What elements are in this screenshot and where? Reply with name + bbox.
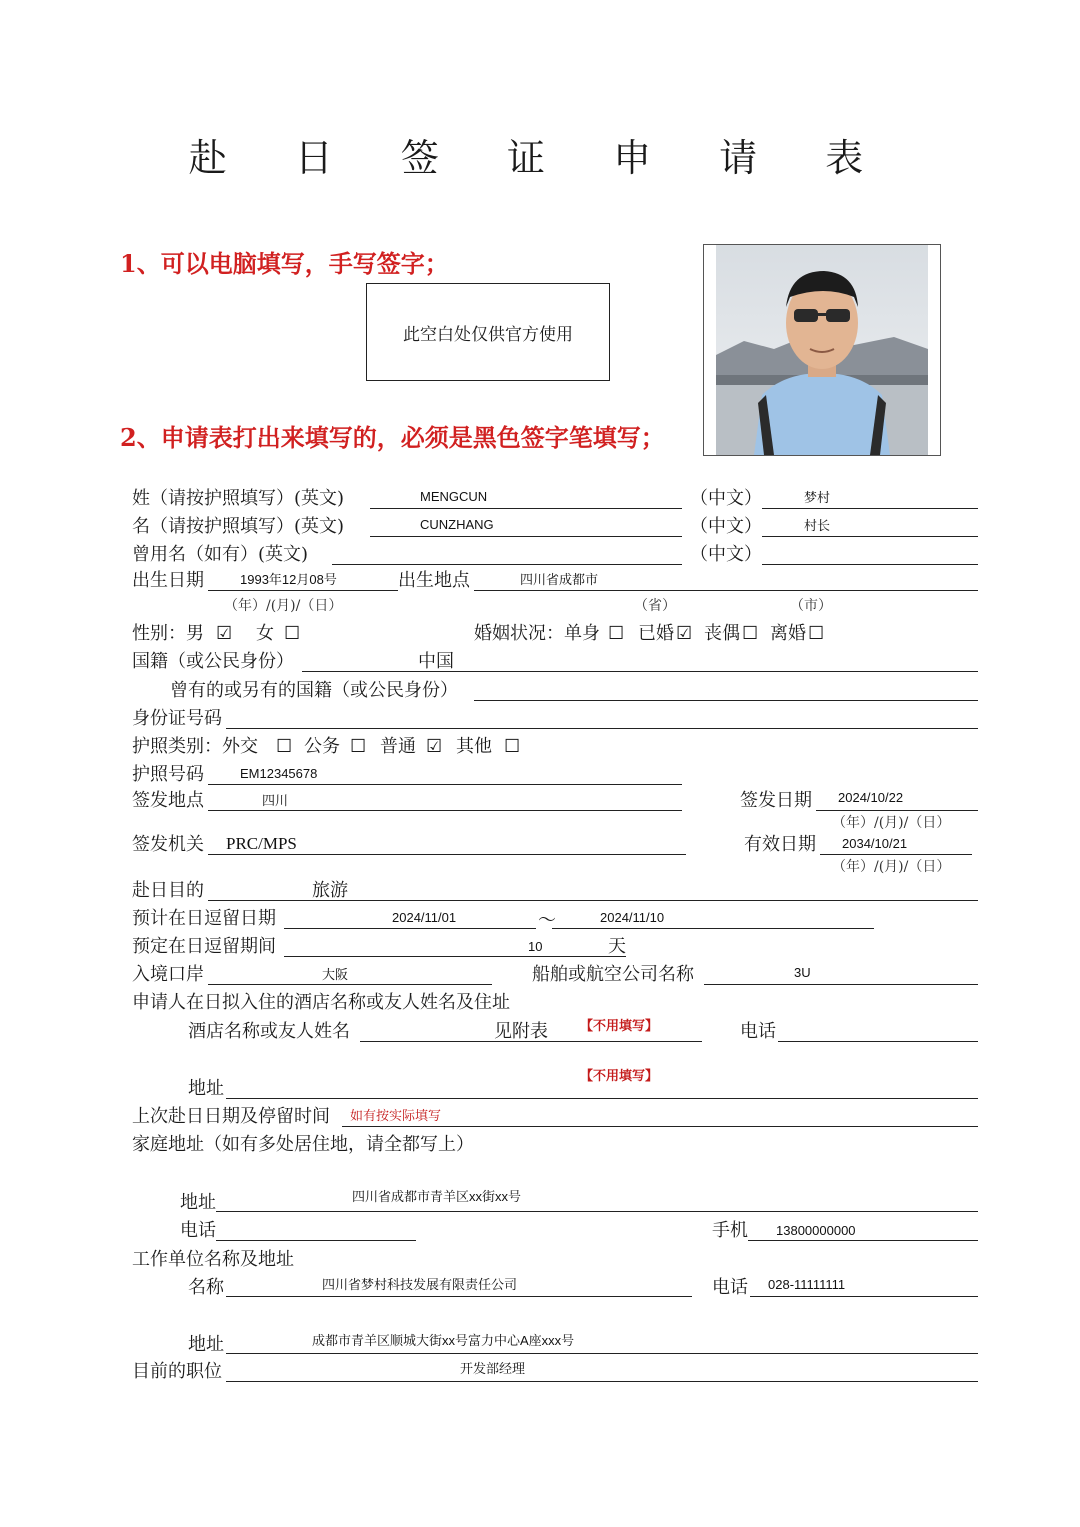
passport-number-value: EM12345678: [240, 766, 318, 781]
former-zh-line[interactable]: [762, 564, 978, 565]
issue-date-hint: （年）/(月)/（日）: [832, 815, 951, 831]
issue-date-value: 2024/10/22: [838, 790, 904, 805]
photo-image: [704, 245, 940, 455]
mobile-label: 手机: [712, 1220, 748, 1241]
work-label: 工作单位名称及地址: [132, 1249, 294, 1270]
id-number-label: 身份证号码: [132, 708, 222, 729]
note-1: 1、可以电脑填写，手写签字；: [120, 249, 449, 278]
stay-dates-label: 预计在日逗留日期: [132, 908, 276, 929]
airline-value: 3U: [794, 965, 811, 980]
mobile-line[interactable]: [748, 1240, 978, 1241]
applicant-photo: [703, 244, 941, 456]
passport-ordinary-label: 普通: [380, 736, 416, 757]
birth-place-label: 出生地点: [398, 570, 470, 591]
nationality-value: 中国: [418, 651, 454, 672]
home-label: 家庭地址（如有多处居住地，请全都写上）: [132, 1134, 474, 1155]
last-visit-label: 上次赴日日期及停留时间: [132, 1106, 330, 1127]
stay-to-line[interactable]: [552, 928, 874, 929]
mobile-value: 13800000000: [776, 1223, 856, 1238]
hotel-name-value: 见附表: [494, 1021, 548, 1042]
former-zh-label: （中文）: [690, 544, 762, 565]
authority-value: PRC/MPS: [226, 834, 297, 853]
expiry-value: 2034/10/21: [842, 836, 908, 851]
stay-period-line[interactable]: [284, 956, 626, 957]
marital-married-checkbox[interactable]: ☑: [676, 623, 693, 644]
marital-single-checkbox[interactable]: ☐: [608, 623, 625, 644]
birth-date-hint: （年）/(月)/（日）: [224, 598, 343, 614]
authority-line[interactable]: [208, 854, 686, 855]
work-address-line[interactable]: [226, 1353, 978, 1354]
marital-divorced-checkbox[interactable]: ☐: [808, 623, 825, 644]
birth-place-value: 四川省成都市: [520, 572, 599, 587]
gender-male-checkbox[interactable]: ☑: [216, 623, 233, 644]
airline-label: 船舶或航空公司名称: [532, 964, 694, 985]
given-en-line[interactable]: [370, 536, 682, 537]
passport-diplomatic-checkbox[interactable]: ☐: [276, 736, 293, 757]
former-en-line[interactable]: [332, 564, 682, 565]
gender-female-label: 女: [256, 623, 274, 644]
birth-city-hint: （市）: [790, 598, 832, 614]
issue-place-label: 签发地点: [132, 790, 204, 811]
other-nationality-line[interactable]: [474, 700, 978, 701]
home-phone-label: 电话: [180, 1220, 216, 1241]
hotel-phone-label: 电话: [740, 1021, 776, 1042]
birth-date-label: 出生日期: [132, 570, 204, 591]
expiry-line[interactable]: [820, 854, 972, 855]
given-zh-value: 村长: [804, 518, 831, 533]
passport-number-line[interactable]: [208, 784, 682, 785]
purpose-value: 旅游: [312, 880, 348, 901]
surname-zh-value: 梦村: [804, 490, 831, 505]
former-name-label: 曾用名（如有）(英文): [132, 544, 309, 565]
last-visit-value: 如有按实际填写: [350, 1108, 442, 1123]
hotel-address-line[interactable]: [226, 1098, 978, 1099]
form-title: 赴 日 签 证 申 请 表: [188, 136, 892, 180]
port-line[interactable]: [208, 984, 492, 985]
stay-to-value: 2024/11/10: [600, 910, 665, 925]
expiry-hint: （年）/(月)/（日）: [832, 859, 951, 875]
surname-zh-line[interactable]: [762, 508, 978, 509]
stay-period-value: 10: [528, 939, 543, 954]
stay-period-unit: 天: [608, 936, 626, 957]
home-phone-line[interactable]: [216, 1240, 416, 1241]
hotel-section-label: 申请人在日拟入住的酒店名称或友人姓名及住址: [132, 992, 510, 1013]
birth-place-line[interactable]: [474, 590, 978, 591]
position-label: 目前的职位: [132, 1361, 222, 1382]
hotel-phone-line[interactable]: [778, 1041, 978, 1042]
note-2: 2、申请表打出来填写的，必须是黑色签字笔填写；: [120, 423, 665, 452]
other-nationality-label: 曾有的或另有的国籍（或公民身份）: [170, 680, 458, 701]
work-phone-line[interactable]: [750, 1296, 978, 1297]
expiry-label: 有效日期: [744, 834, 816, 855]
id-number-line[interactable]: [226, 728, 978, 729]
official-use-box: [366, 283, 610, 381]
marital-label: 婚姻状况：单身: [474, 623, 600, 644]
work-address-label: 地址: [188, 1334, 224, 1355]
passport-official-checkbox[interactable]: ☐: [350, 736, 367, 757]
marital-divorced-label: 离婚: [770, 623, 806, 644]
birth-province-hint: （省）: [634, 598, 676, 614]
work-phone-label: 电话: [712, 1277, 748, 1298]
hotel-name-tag: 【不用填写】: [580, 1019, 659, 1034]
birth-date-value: 1993年12月08号: [240, 572, 337, 587]
passport-official-label: 公务: [304, 736, 340, 757]
purpose-label: 赴日目的: [132, 880, 204, 901]
work-address-value: 成都市青羊区顺城大街xx号富力中心A座xxx号: [312, 1333, 575, 1348]
marital-widowed-label: 丧偶: [704, 623, 740, 644]
official-use-label: 此空白处仅供官方使用: [403, 324, 573, 345]
home-address-value: 四川省成都市青羊区xx街xx号: [352, 1189, 522, 1204]
given-zh-label: （中文）: [690, 516, 762, 537]
work-name-label: 名称: [188, 1277, 224, 1298]
gender-female-checkbox[interactable]: ☐: [284, 623, 301, 644]
surname-label: 姓（请按护照填写）(英文): [132, 488, 345, 509]
given-en-value: CUNZHANG: [420, 517, 494, 532]
position-value: 开发部经理: [460, 1361, 526, 1376]
port-value: 大阪: [322, 967, 349, 982]
work-name-value: 四川省梦村科技发展有限责任公司: [322, 1277, 518, 1292]
passport-other-label: 其他: [456, 736, 492, 757]
marital-widowed-checkbox[interactable]: ☐: [742, 623, 759, 644]
work-phone-value: 028-11111111: [768, 1277, 846, 1292]
passport-ordinary-checkbox[interactable]: ☑: [426, 736, 443, 757]
hotel-address-label: 地址: [188, 1078, 224, 1099]
issue-date-line[interactable]: [816, 810, 978, 811]
stay-period-label: 预定在日逗留期间: [132, 936, 276, 957]
passport-type-label: 护照类别：外交: [132, 736, 258, 757]
stay-from-line[interactable]: [284, 928, 536, 929]
birth-date-line[interactable]: [208, 590, 398, 591]
airline-line[interactable]: [704, 984, 978, 985]
surname-en-value: MENGCUN: [420, 489, 488, 504]
surname-en-line[interactable]: [370, 508, 682, 509]
work-name-line[interactable]: [226, 1296, 692, 1297]
passport-other-checkbox[interactable]: ☐: [504, 736, 521, 757]
given-zh-line[interactable]: [762, 536, 978, 537]
home-address-line[interactable]: [216, 1211, 978, 1212]
home-address-label: 地址: [180, 1192, 216, 1213]
marital-married-label: 已婚: [638, 623, 674, 644]
position-line[interactable]: [226, 1381, 978, 1382]
authority-label: 签发机关: [132, 834, 204, 855]
port-label: 入境口岸: [132, 964, 204, 985]
issue-place-value: 四川: [262, 793, 289, 808]
issue-date-label: 签发日期: [740, 790, 812, 811]
nationality-label: 国籍（或公民身份）: [132, 651, 294, 672]
gender-label: 性别：男: [132, 623, 204, 644]
passport-number-label: 护照号码: [132, 764, 204, 785]
last-visit-line[interactable]: [342, 1126, 978, 1127]
hotel-name-label: 酒店名称或友人姓名: [188, 1021, 350, 1042]
stay-from-value: 2024/11/01: [392, 910, 457, 925]
surname-zh-label: （中文）: [690, 488, 762, 509]
issue-place-line[interactable]: [208, 810, 682, 811]
nationality-line[interactable]: [302, 671, 978, 672]
given-label: 名（请按护照填写）(英文): [132, 516, 345, 537]
hotel-address-tag: 【不用填写】: [580, 1069, 659, 1084]
stay-separator: ～: [538, 910, 556, 931]
